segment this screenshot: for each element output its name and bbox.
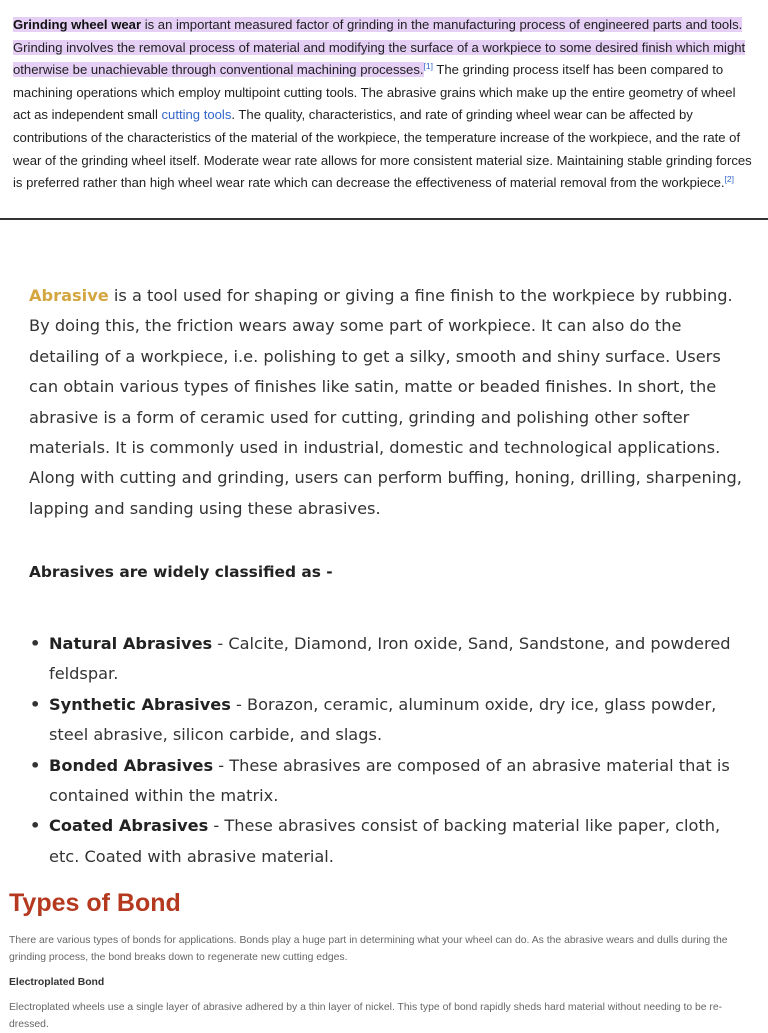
classification-heading: Abrasives are widely classified as - (29, 563, 333, 581)
cutting-tools-link[interactable]: cutting tools (161, 107, 232, 123)
wiki-text-2: . The quality, characteristics, and rate of grinding wheel wear can be affected by contributions of the characteristics of the material of the workpiece, the temperature increase of the workpiece, and the rate of wear of the grinding wheel itself. Moderate wear rate allows for more consistent material size. Maintaining stable grinding forces is preferred rather than high wheel wear rate which can decrease the effectiveness of material removal from the workpiece. (13, 107, 752, 191)
class-name: Bonded Abrasives (49, 755, 214, 775)
wiki-text-1: The grinding process itself has been compared to machining operations which employ multipoint cutting tools. The abrasive grains which make up the entire geometry of wheel act as independent small (13, 62, 736, 123)
class-name: Natural Abrasives (49, 634, 213, 653)
abrasive-description: is a tool used for shaping or giving a fine finish to the workpiece by rubbing. By doing this, the friction wears away some part of workpiece. It can also do the detailing of a workpiece, i.e. polishing to get a silky, smooth and shiny surface. Users can obtain various types of finishes like satin, matte or beaded finishes. In short, the abrasive is a form of ceramic used for cutting, grinding and polishing other softer materials. It is commonly used in industrial, domestic and technological applications. Along with cutting and grinding, users can perform buffing, honing, drilling, sharpening, lapping and sanding using these abrasives. (29, 286, 742, 518)
abrasive-paragraph (29, 281, 749, 524)
list-item (29, 811, 749, 872)
list-item (29, 629, 749, 690)
electroplated-bond-text: Electroplated wheels use a single layer of abrasive adhered by a thin layer of nickel. This type of bond rapidly sheds hard material without needing to be re-dressed. (9, 1002, 723, 1030)
bullet-icon: • (30, 816, 41, 836)
types-of-bond-title: Types of Bond (9, 889, 181, 917)
class-desc: - These abrasives are composed of an abrasive material that is contained within the matrix. (49, 755, 730, 806)
abrasive-term-link[interactable]: Abrasive (29, 286, 109, 305)
reference-2-link[interactable]: [2] (724, 174, 734, 185)
bullet-icon: • (30, 634, 41, 653)
wiki-term: Grinding wheel wear (13, 17, 142, 32)
highlighted-text: is an important measured factor of grinding in the manufacturing process of engineered parts and tools. Grinding involves the removal process of material and modifying the surface of a workpiece to some desired finish which might otherwise be unachievable through conventional machining processes. (13, 17, 746, 78)
reference-1-link[interactable]: [1] (423, 61, 433, 72)
bond-intro: There are various types of bonds for applications. Bonds play a huge part in determining what your wheel can do. As the abrasive wears and dulls during the grinding process, the bond breaks down to regenerate new cutting edges. (9, 935, 728, 963)
list-item (29, 751, 749, 812)
class-desc: - Borazon, ceramic, aluminum oxide, dry ice, glass powder, steel abrasive, silicon carbide, and slags. (49, 694, 717, 745)
class-desc: - These abrasives consist of backing material like paper, cloth, etc. Coated with abrasive material. (49, 816, 721, 866)
class-name: Coated Abrasives (49, 816, 209, 836)
class-name: Synthetic Abrasives (49, 694, 231, 714)
electroplated-bond-heading: Electroplated Bond (9, 977, 105, 988)
wiki-excerpt (0, 0, 768, 220)
bullet-icon: • (30, 755, 41, 775)
bullet-icon: • (30, 694, 41, 714)
abrasive-classes-list (29, 629, 749, 872)
class-desc: - Calcite, Diamond, Iron oxide, Sand, Sandstone, and powdered feldspar. (49, 634, 731, 684)
list-item (29, 690, 749, 751)
